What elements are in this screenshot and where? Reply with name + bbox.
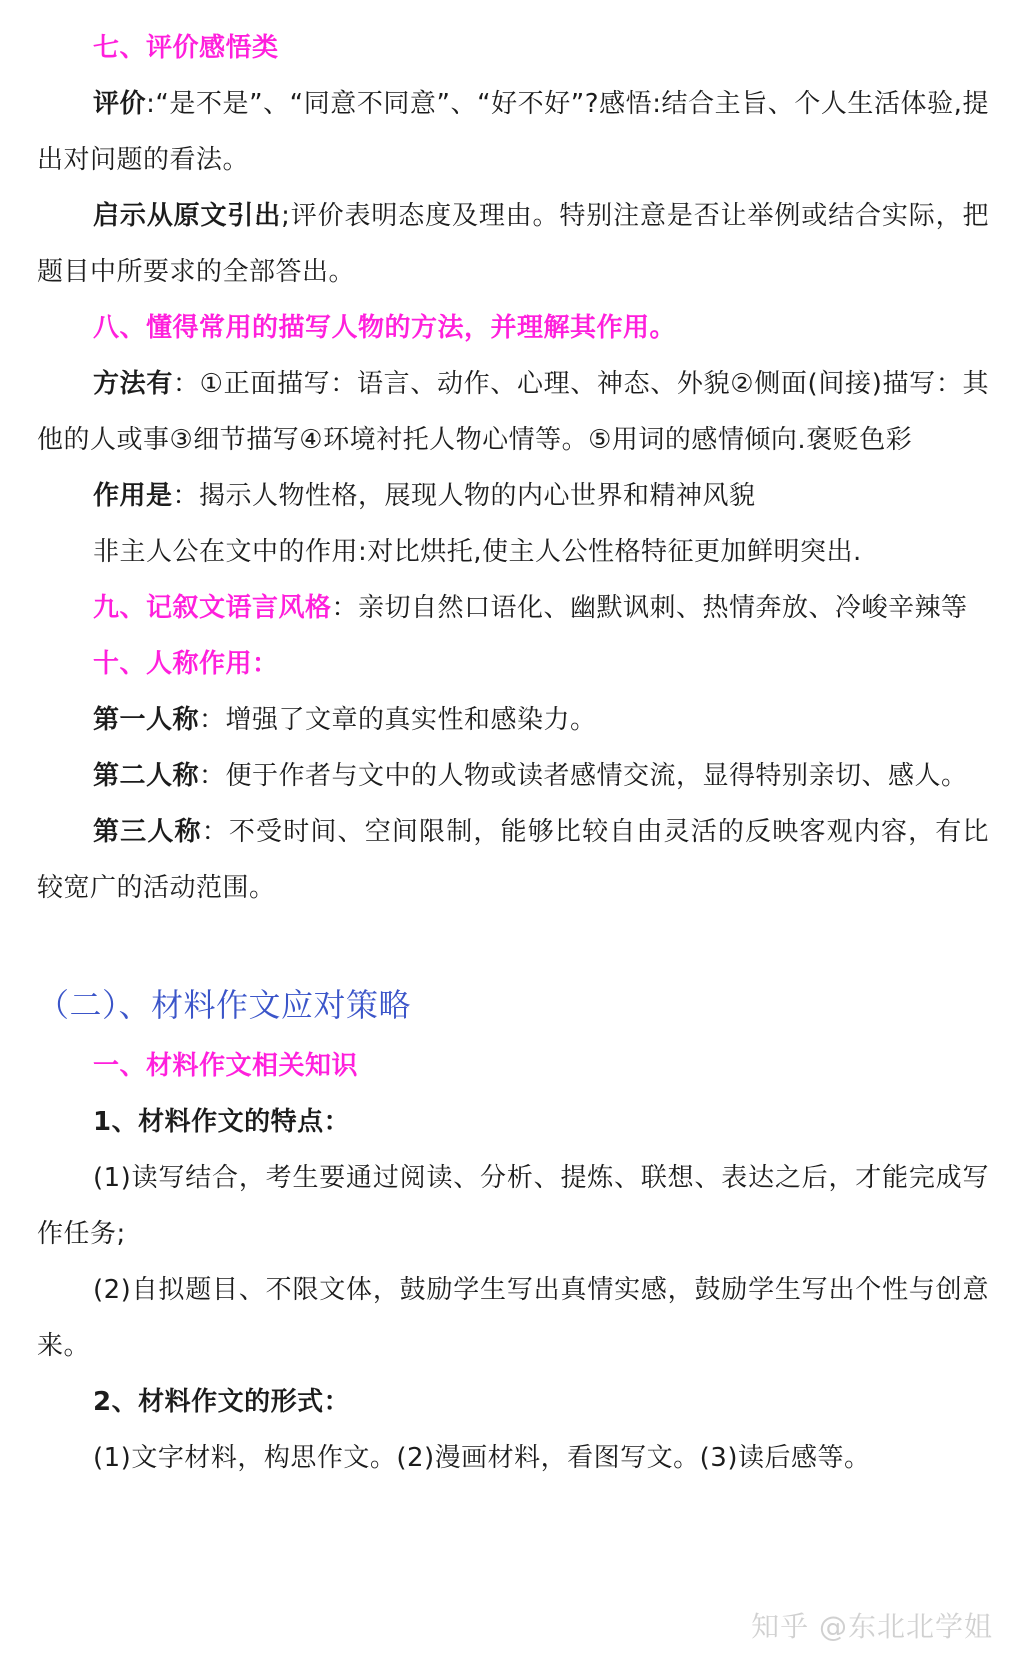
spacer <box>37 916 989 972</box>
methods-label: 方法有 <box>93 369 173 399</box>
inspiration-label: 启示从原文引出 <box>93 201 282 231</box>
evaluate-label: 评价 <box>93 89 147 119</box>
section-8-heading: 八、懂得常用的描写人物的方法，并理解其作用。 <box>93 313 677 343</box>
inspiration-text: ;评价表明态度及理由。特别注意是否让举例或结合实际，把题目中所要求的全部答出。 <box>37 201 989 287</box>
paragraph-effect <box>37 468 989 524</box>
paragraph-first-person <box>37 692 989 748</box>
document-page <box>37 20 989 1486</box>
language-style-text: ：亲切自然口语化、幽默讽刺、热情奔放、冷峻辛辣等 <box>331 593 968 623</box>
paragraph-methods <box>37 356 989 468</box>
paragraph-inspiration <box>37 188 989 300</box>
first-person-label: 第一人称 <box>93 705 200 735</box>
paragraph-language-style <box>37 580 989 636</box>
paragraph-second-person <box>37 748 989 804</box>
forms-heading <box>37 1374 989 1430</box>
paragraph-minor-character: 非主人公在文中的作用:对比烘托,使主人公性格特征更加鲜明突出. <box>93 537 862 567</box>
evaluate-text: :“是不是”、“同意不同意”、“好不好”?感悟:结合主旨、个人生活体验,提出对问题的看法。 <box>37 89 989 175</box>
section-10-heading: 十、人称作用： <box>93 649 279 679</box>
features-heading <box>37 1094 989 1150</box>
methods-text: ：①正面描写：语言、动作、心理、神态、外貌②侧面(间接)描写：其他的人或事③细节描写④环境衬托人物心情等。⑤用词的感情倾向.褒贬色彩 <box>37 369 989 455</box>
feature-1: (1)读写结合，考生要通过阅读、分析、提炼、联想、表达之后，才能完成写作任务; <box>37 1163 989 1249</box>
second-person-label: 第二人称 <box>93 761 200 791</box>
third-person-label: 第三人称 <box>93 817 202 847</box>
forms-heading-text: 2、材料作文的形式： <box>93 1387 351 1417</box>
second-person-text: ：便于作者与文中的人物或读者感情交流，显得特别亲切、感人。 <box>199 761 968 791</box>
first-person-text: ：增强了文章的真实性和感染力。 <box>199 705 597 735</box>
part-2-subheading: 一、材料作文相关知识 <box>93 1051 359 1081</box>
effect-text: ：揭示人物性格，展现人物的内心世界和精神风貌 <box>172 481 756 511</box>
form-1: (1)文字材料，构思作文。(2)漫画材料，看图写文。(3)读后感等。 <box>93 1443 871 1473</box>
feature-2: (2)自拟题目、不限文体，鼓励学生写出真情实感，鼓励学生写出个性与创意来。 <box>37 1275 989 1361</box>
paragraph-third-person <box>37 804 989 916</box>
effect-label: 作用是 <box>93 481 173 511</box>
paragraph-evaluate <box>37 76 989 188</box>
section-7-heading: 七、评价感悟类 <box>93 33 279 63</box>
section-9-heading: 九、记叙文语言风格 <box>93 593 332 623</box>
watermark: 知乎 @东北北学姐 <box>751 1610 993 1643</box>
features-heading-text: 1、材料作文的特点： <box>93 1107 351 1137</box>
third-person-text: ：不受时间、空间限制，能够比较自由灵活的反映客观内容，有比较宽广的活动范围。 <box>37 817 989 903</box>
part-2-heading: （二）、材料作文应对策略 <box>37 986 412 1024</box>
